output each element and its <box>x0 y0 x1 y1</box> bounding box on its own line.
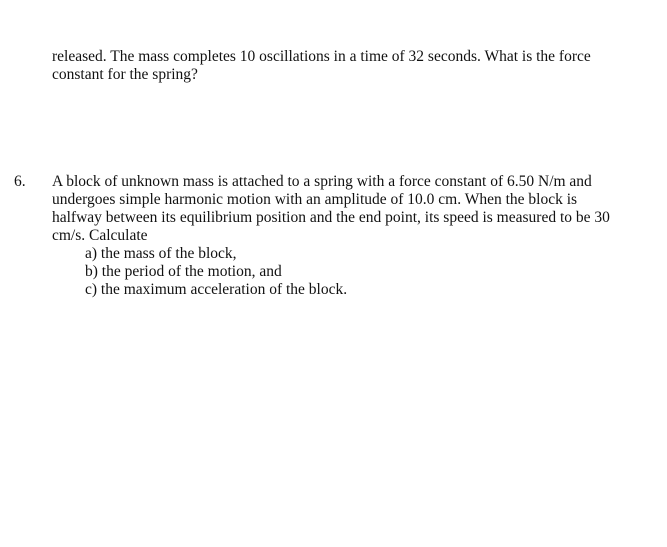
text-line: cm/s. Calculate <box>52 227 148 244</box>
text-line: A block of unknown mass is attached to a spring with a force constant of 6.50 N/m and <box>52 173 592 190</box>
text-line: constant for the spring? <box>52 66 198 83</box>
previous-question-continuation <box>52 48 612 84</box>
text-line: released. The mass completes 10 oscillations in a time of 32 seconds. What is the force <box>52 48 591 65</box>
part-c: c) the maximum acceleration of the block. <box>85 281 348 298</box>
question-number: 6. <box>14 173 26 190</box>
question-6-text <box>52 173 612 245</box>
text-line: undergoes simple harmonic motion with an amplitude of 10.0 cm. When the block is <box>52 191 578 208</box>
text-line: halfway between its equilibrium position and the end point, its speed is measured to be 30 <box>52 209 610 226</box>
part-b: b) the period of the motion, and <box>85 263 282 280</box>
question-6-parts <box>85 245 605 299</box>
part-a: a) the mass of the block, <box>85 245 237 262</box>
